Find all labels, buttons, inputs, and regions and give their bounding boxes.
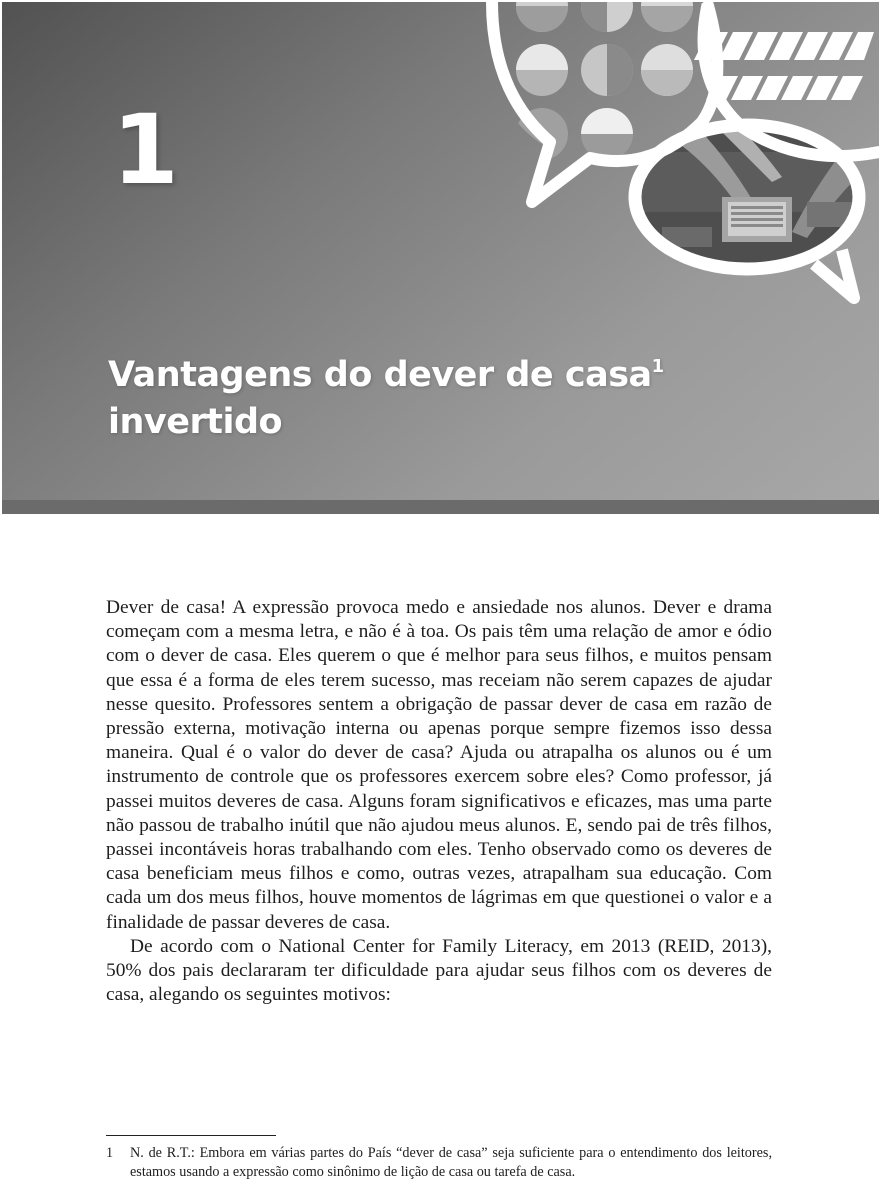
chapter-title-line1: Vantagens do dever de casa: [108, 355, 652, 395]
paragraph: Dever de casa! A expressão provoca medo e ansiedade nos alunos. Dever e drama começam com a mesma letra, e não é à toa. Os pais têm uma relação de amor e ódio com o dever de casa. Eles querem o que é melhor para seus filhos, e muitos pensam que essa é a forma de eles terem sucesso, mas receiam não serem capazes de ajudar nesse quesito. Professores sentem a obrigação de passar dever de casa em razão de pressão externa, motivação interna ou apenas porque sempre fizemos isso dessa maneira. Qual é o valor do dever de casa? Ajuda ou atrapalha os alunos ou é um instrumento de controle que os professores exercem sobre eles? Como professor, já passei muitos deveres de casa. Alguns foram significativos e eficazes, mas uma parte não passou de trabalho inútil que não ajudou meus alunos. E, sendo pai de três filhos, passei incontáveis horas trabalhando com eles. Tenho observado como os deveres de casa beneficiam meus filhos e como, outras vezes, atrapalham sua educação. Com cada um dos meus filhos, houve momentos de lágrimas em que questionei o valor e a finalidade de passar deveres de casa.: [106, 597, 772, 933]
chapter-title: [108, 352, 708, 446]
paragraph: De acordo com o National Center for Family Literacy, em 2013 (REID, 2013), 50% dos pais declararam ter dificuldade para ajudar seus filhos com os deveres de casa, alegando os seguintes motivos:: [106, 935, 772, 1006]
chapter-header: [2, 2, 879, 514]
footnote-text: N. de R.T.: Embora em várias partes do País “dever de casa” seja suficiente para o entendimento dos leitores, estamos usando a expressão como sinônimo de lição de casa ou tarefa de casa.: [130, 1145, 772, 1180]
footnote-divider: [106, 1135, 276, 1136]
footnote-reference: 1: [651, 356, 664, 377]
footnote-mark: 1: [106, 1145, 114, 1161]
chapter-title-line2: invertido: [108, 402, 283, 442]
header-bottom-strip: [2, 500, 879, 514]
chapter-number: 1: [112, 94, 179, 206]
footnote: [106, 1144, 772, 1181]
body-text: [106, 596, 772, 1007]
